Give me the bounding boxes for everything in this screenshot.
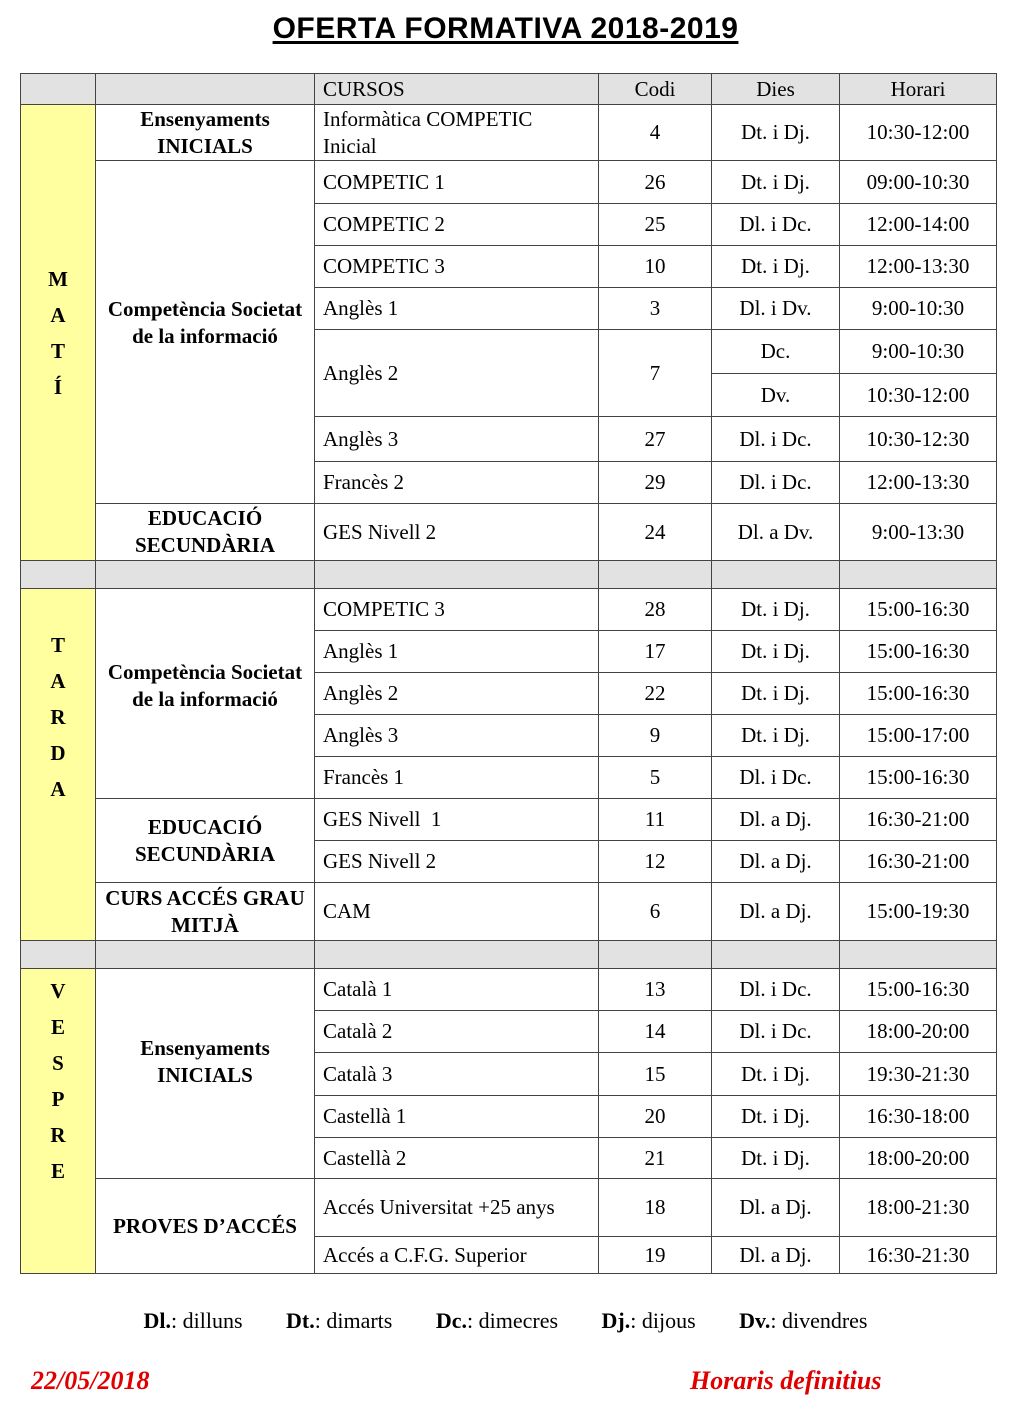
course-name: Català 2 (315, 1011, 599, 1053)
course-name: Accés a C.F.G. Superior (315, 1237, 599, 1274)
area-curs-acces-grau-mitja: CURS ACCÉS GRAU MITJÀ (96, 883, 315, 941)
course-days: Dt. i Dj. (712, 631, 840, 673)
course-schedule: 15:00-16:30 (840, 673, 997, 715)
table-row (21, 105, 997, 161)
course-code: 19 (599, 1237, 712, 1274)
course-days: Dt. i Dj. (712, 161, 840, 204)
course-days: Dl. i Dc. (712, 757, 840, 799)
course-days: Dt. i Dj. (712, 105, 840, 161)
separator-row (21, 561, 997, 589)
course-name: GES Nivell 2 (315, 841, 599, 883)
course-code: 13 (599, 969, 712, 1011)
legend-item: Dl.: dilluns (143, 1308, 243, 1333)
table-header-row (21, 74, 997, 105)
course-schedule: 15:00-16:30 (840, 757, 997, 799)
course-days: Dl. a Dj. (712, 799, 840, 841)
course-days: Dt. i Dj. (712, 1053, 840, 1096)
footer-date: 22/05/2018 (31, 1366, 150, 1395)
course-code: 6 (599, 883, 712, 941)
course-schedule: 18:00-20:00 (840, 1011, 997, 1053)
table-row (21, 883, 997, 941)
course-name: CAM (315, 883, 599, 941)
separator-row (21, 941, 997, 969)
course-schedule: 15:00-16:30 (840, 969, 997, 1011)
course-code: 7 (599, 330, 712, 417)
course-name: Català 3 (315, 1053, 599, 1096)
area-competencia-societat: Competència Societat de la informació (96, 161, 315, 504)
course-schedule: 15:00-17:00 (840, 715, 997, 757)
course-days: Dv. (712, 374, 840, 417)
period-tarda: T A R D A (21, 589, 96, 941)
course-code: 29 (599, 462, 712, 504)
course-name: Anglès 3 (315, 715, 599, 757)
footer-status: Horaris definitius (690, 1366, 882, 1395)
course-days: Dt. i Dj. (712, 673, 840, 715)
course-code: 5 (599, 757, 712, 799)
course-days: Dl. i Dc. (712, 462, 840, 504)
table-row (21, 969, 997, 1011)
course-days: Dt. i Dj. (712, 715, 840, 757)
course-schedule: 15:00-16:30 (840, 589, 997, 631)
course-schedule: 16:30-18:00 (840, 1096, 997, 1138)
area-ensenyaments-inicials: Ensenyaments INICIALS (96, 105, 315, 161)
table-row (21, 1179, 997, 1237)
course-days: Dl. a Dv. (712, 504, 840, 561)
area-ensenyaments-inicials: Ensenyaments INICIALS (96, 969, 315, 1179)
course-schedule: 19:30-21:30 (840, 1053, 997, 1096)
course-code: 26 (599, 161, 712, 204)
course-name: COMPETIC 3 (315, 246, 599, 288)
course-name: COMPETIC 3 (315, 589, 599, 631)
course-code: 15 (599, 1053, 712, 1096)
course-schedule: 9:00-10:30 (840, 288, 997, 330)
course-code: 18 (599, 1179, 712, 1237)
course-code: 14 (599, 1011, 712, 1053)
header-horari: Horari (840, 74, 997, 105)
course-name: COMPETIC 1 (315, 161, 599, 204)
table-row (21, 161, 997, 204)
legend-item: Dv.: divendres (739, 1308, 868, 1333)
course-days: Dl. a Dj. (712, 883, 840, 941)
header-codi: Codi (599, 74, 712, 105)
course-schedule: 16:30-21:00 (840, 799, 997, 841)
course-code: 4 (599, 105, 712, 161)
course-code: 12 (599, 841, 712, 883)
course-name: Anglès 2 (315, 673, 599, 715)
course-code: 9 (599, 715, 712, 757)
table-row (21, 504, 997, 561)
course-schedule: 9:00-10:30 (840, 330, 997, 374)
course-code: 25 (599, 204, 712, 246)
area-educacio-secundaria: EDUCACIÓ SECUNDÀRIA (96, 504, 315, 561)
course-name: Anglès 3 (315, 417, 599, 462)
course-schedule: 15:00-19:30 (840, 883, 997, 941)
course-schedule: 12:00-13:30 (840, 462, 997, 504)
course-schedule: 16:30-21:00 (840, 841, 997, 883)
course-schedule: 10:30-12:00 (840, 374, 997, 417)
course-code: 17 (599, 631, 712, 673)
course-code: 10 (599, 246, 712, 288)
course-name: COMPETIC 2 (315, 204, 599, 246)
legend-item: Dj.: dijous (601, 1308, 696, 1333)
table-row (21, 799, 997, 841)
course-days: Dl. a Dj. (712, 1179, 840, 1237)
table-row (21, 589, 997, 631)
course-days: Dl. i Dv. (712, 288, 840, 330)
course-name: Català 1 (315, 969, 599, 1011)
course-schedule: 12:00-13:30 (840, 246, 997, 288)
course-days: Dt. i Dj. (712, 589, 840, 631)
course-days: Dt. i Dj. (712, 1138, 840, 1179)
course-days: Dc. (712, 330, 840, 374)
course-name: Castellà 1 (315, 1096, 599, 1138)
course-code: 28 (599, 589, 712, 631)
course-code: 22 (599, 673, 712, 715)
legend-item: Dt.: dimarts (286, 1308, 393, 1333)
course-code: 11 (599, 799, 712, 841)
course-schedule: 10:30-12:30 (840, 417, 997, 462)
course-days: Dl. i Dc. (712, 969, 840, 1011)
course-name: Francès 1 (315, 757, 599, 799)
area-competencia-societat: Competència Societat de la informació (96, 589, 315, 799)
course-offer-table (20, 73, 997, 1274)
course-days: Dt. i Dj. (712, 246, 840, 288)
course-schedule: 09:00-10:30 (840, 161, 997, 204)
area-educacio-secundaria: EDUCACIÓ SECUNDÀRIA (96, 799, 315, 883)
course-schedule: 10:30-12:00 (840, 105, 997, 161)
header-dies: Dies (712, 74, 840, 105)
course-name: Anglès 1 (315, 288, 599, 330)
course-code: 24 (599, 504, 712, 561)
course-schedule: 9:00-13:30 (840, 504, 997, 561)
course-days: Dt. i Dj. (712, 1096, 840, 1138)
page-title: OFERTA FORMATIVA 2018-2019 (272, 12, 739, 45)
course-name: Informàtica COMPETIC Inicial (315, 105, 599, 161)
course-code: 3 (599, 288, 712, 330)
course-name: Anglès 2 (315, 330, 599, 417)
course-days: Dl. i Dc. (712, 204, 840, 246)
course-code: 20 (599, 1096, 712, 1138)
header-blank-area (96, 74, 315, 105)
course-name: Accés Universitat +25 anys (315, 1179, 599, 1237)
course-name: GES Nivell 1 (315, 799, 599, 841)
course-schedule: 18:00-20:00 (840, 1138, 997, 1179)
area-proves-acces: PROVES D’ACCÉS (96, 1179, 315, 1274)
course-code: 27 (599, 417, 712, 462)
day-abbreviation-legend (0, 1308, 1011, 1334)
course-days: Dl. i Dc. (712, 417, 840, 462)
course-days: Dl. a Dj. (712, 1237, 840, 1274)
course-name: Castellà 2 (315, 1138, 599, 1179)
course-days: Dl. a Dj. (712, 841, 840, 883)
course-days: Dl. i Dc. (712, 1011, 840, 1053)
period-vespre: V E S P R E (21, 969, 96, 1274)
course-name: GES Nivell 2 (315, 504, 599, 561)
header-cursos: CURSOS (315, 74, 599, 105)
course-schedule: 18:00-21:30 (840, 1179, 997, 1237)
course-name: Anglès 1 (315, 631, 599, 673)
course-schedule: 16:30-21:30 (840, 1237, 997, 1274)
period-mati: M A T Í (21, 105, 96, 561)
header-blank-period (21, 74, 96, 105)
course-name: Francès 2 (315, 462, 599, 504)
course-code: 21 (599, 1138, 712, 1179)
course-schedule: 15:00-16:30 (840, 631, 997, 673)
legend-item: Dc.: dimecres (435, 1308, 559, 1333)
course-schedule: 12:00-14:00 (840, 204, 997, 246)
